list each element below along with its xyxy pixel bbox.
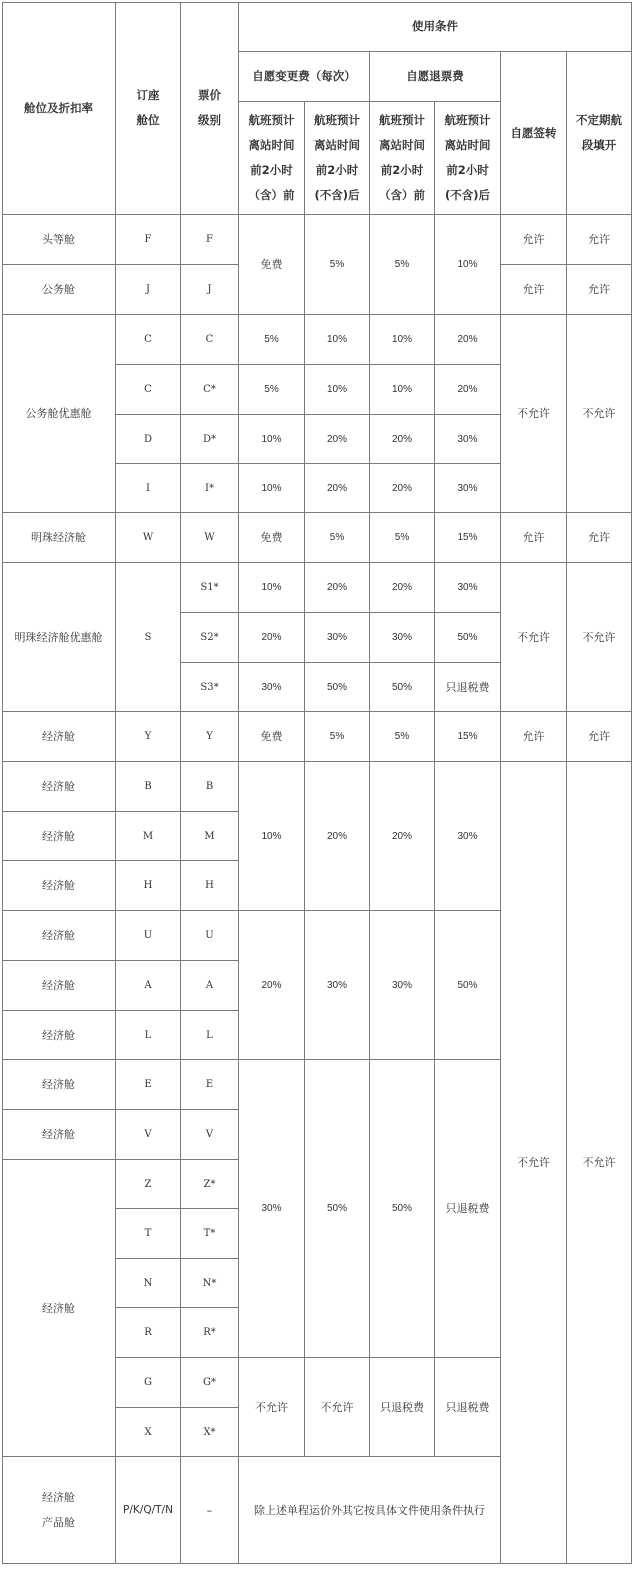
s3-change-within-2h: 50% bbox=[305, 663, 370, 712]
gx-refund-within-2h: 只退税费 bbox=[435, 1358, 501, 1457]
booking-class-t: T bbox=[116, 1209, 181, 1259]
i-refund-before-2h: 20% bbox=[370, 464, 435, 513]
s2-refund-before-2h: 30% bbox=[370, 613, 435, 663]
f-endorse: 允许 bbox=[501, 215, 567, 265]
fare-level-c-star: C* bbox=[181, 365, 239, 415]
fj-change-within-2h: 5% bbox=[305, 215, 370, 315]
i-change-before-2h: 10% bbox=[239, 464, 305, 513]
pearl-discount-endorse: 不允许 bbox=[501, 563, 567, 712]
header-fare-level: 票价 级别 bbox=[181, 2, 239, 215]
fare-level-dash: – bbox=[181, 1457, 239, 1564]
header-refund-before-2h: 航班预计 离站时间 前2小时 （含）前 bbox=[370, 102, 435, 215]
s1-refund-within-2h: 30% bbox=[435, 563, 501, 613]
gx-change-within-2h: 不允许 bbox=[305, 1358, 370, 1457]
fare-rules-table bbox=[2, 2, 632, 1564]
fare-level-g: G* bbox=[181, 1358, 239, 1408]
fare-level-w: W bbox=[181, 513, 239, 563]
fare-level-x: X* bbox=[181, 1408, 239, 1457]
booking-class-v: V bbox=[116, 1110, 181, 1160]
fare-level-c: C bbox=[181, 315, 239, 365]
y-refund-within-2h: 15% bbox=[435, 712, 501, 762]
bmh-refund-before-2h: 20% bbox=[370, 762, 435, 911]
c-star-refund-within-2h: 20% bbox=[435, 365, 501, 415]
booking-class-a: A bbox=[116, 961, 181, 1011]
fare-level-m: M bbox=[181, 812, 239, 861]
y-change-before-2h: 免费 bbox=[239, 712, 305, 762]
booking-class-i: I bbox=[116, 464, 181, 513]
fare-level-d-star: D* bbox=[181, 415, 239, 464]
ual-refund-within-2h: 50% bbox=[435, 911, 501, 1060]
i-refund-within-2h: 30% bbox=[435, 464, 501, 513]
header-booking-class: 订座 舱位 bbox=[116, 2, 181, 215]
d-change-before-2h: 10% bbox=[239, 415, 305, 464]
booking-class-x: X bbox=[116, 1408, 181, 1457]
w-refund-within-2h: 15% bbox=[435, 513, 501, 563]
booking-class-m: M bbox=[116, 812, 181, 861]
fare-level-v: V bbox=[181, 1110, 239, 1160]
business-discount-endorse: 不允许 bbox=[501, 315, 567, 513]
i-change-within-2h: 20% bbox=[305, 464, 370, 513]
ual-refund-before-2h: 30% bbox=[370, 911, 435, 1060]
booking-class-g: G bbox=[116, 1358, 181, 1408]
cabin-first: 头等舱 bbox=[2, 215, 116, 265]
c-refund-within-2h: 20% bbox=[435, 315, 501, 365]
ual-change-within-2h: 30% bbox=[305, 911, 370, 1060]
bmh-change-before-2h: 10% bbox=[239, 762, 305, 911]
y-endorse: 允许 bbox=[501, 712, 567, 762]
cabin-economy-l: 经济舱 bbox=[2, 1011, 116, 1060]
evztnr-change-before-2h: 30% bbox=[239, 1060, 305, 1358]
header-refund-fee: 自愿退票费 bbox=[370, 52, 501, 102]
cabin-economy-u: 经济舱 bbox=[2, 911, 116, 961]
cabin-economy-v: 经济舱 bbox=[2, 1110, 116, 1160]
gx-change-before-2h: 不允许 bbox=[239, 1358, 305, 1457]
cabin-economy-h: 经济舱 bbox=[2, 861, 116, 911]
fare-level-s2: S2* bbox=[181, 613, 239, 663]
evztnr-refund-within-2h: 只退税费 bbox=[435, 1060, 501, 1358]
y-open-segment: 允许 bbox=[567, 712, 632, 762]
economy-endorse: 不允许 bbox=[501, 762, 567, 1564]
j-open-segment: 允许 bbox=[567, 265, 632, 315]
fj-refund-before-2h: 5% bbox=[370, 215, 435, 315]
fare-level-t: T* bbox=[181, 1209, 239, 1259]
j-endorse: 允许 bbox=[501, 265, 567, 315]
fare-level-n: N* bbox=[181, 1259, 239, 1308]
booking-class-c: C bbox=[116, 315, 181, 365]
header-conditions: 使用条件 bbox=[239, 2, 632, 52]
header-endorse: 自愿签转 bbox=[501, 52, 567, 215]
w-change-before-2h: 免费 bbox=[239, 513, 305, 563]
c-star-refund-before-2h: 10% bbox=[370, 365, 435, 415]
booking-class-w: W bbox=[116, 513, 181, 563]
c-change-within-2h: 10% bbox=[305, 315, 370, 365]
s1-change-before-2h: 10% bbox=[239, 563, 305, 613]
header-refund-within-2h: 航班预计 离站时间 前2小时 (不含)后 bbox=[435, 102, 501, 215]
c-refund-before-2h: 10% bbox=[370, 315, 435, 365]
booking-class-y: Y bbox=[116, 712, 181, 762]
s3-change-before-2h: 30% bbox=[239, 663, 305, 712]
booking-class-f: F bbox=[116, 215, 181, 265]
d-change-within-2h: 20% bbox=[305, 415, 370, 464]
booking-class-j: J bbox=[116, 265, 181, 315]
booking-class-d: D bbox=[116, 415, 181, 464]
d-refund-before-2h: 20% bbox=[370, 415, 435, 464]
c-change-before-2h: 5% bbox=[239, 315, 305, 365]
cabin-economy-y: 经济舱 bbox=[2, 712, 116, 762]
c-star-change-before-2h: 5% bbox=[239, 365, 305, 415]
cabin-pearl-economy-discount: 明珠经济舱优惠舱 bbox=[2, 563, 116, 712]
cabin-economy-e: 经济舱 bbox=[2, 1060, 116, 1110]
booking-class-z: Z bbox=[116, 1160, 181, 1209]
header-change-within-2h: 航班预计 离站时间 前2小时 (不含)后 bbox=[305, 102, 370, 215]
c-star-change-within-2h: 10% bbox=[305, 365, 370, 415]
fare-level-e: E bbox=[181, 1060, 239, 1110]
w-open-segment: 允许 bbox=[567, 513, 632, 563]
cabin-business: 公务舱 bbox=[2, 265, 116, 315]
fare-level-h: H bbox=[181, 861, 239, 911]
y-change-within-2h: 5% bbox=[305, 712, 370, 762]
booking-class-c2: C bbox=[116, 365, 181, 415]
economy-open-segment: 不允许 bbox=[567, 762, 632, 1564]
d-refund-within-2h: 30% bbox=[435, 415, 501, 464]
fare-level-b: B bbox=[181, 762, 239, 812]
cabin-pearl-economy: 明珠经济舱 bbox=[2, 513, 116, 563]
s1-change-within-2h: 20% bbox=[305, 563, 370, 613]
fare-level-f: F bbox=[181, 215, 239, 265]
w-endorse: 允许 bbox=[501, 513, 567, 563]
booking-class-pkqtn: P/K/Q/T/N bbox=[116, 1457, 181, 1564]
fj-refund-within-2h: 10% bbox=[435, 215, 501, 315]
cabin-business-discount: 公务舱优惠舱 bbox=[2, 315, 116, 513]
booking-class-s: S bbox=[116, 563, 181, 712]
s2-change-within-2h: 30% bbox=[305, 613, 370, 663]
fare-level-u: U bbox=[181, 911, 239, 961]
f-open-segment: 允许 bbox=[567, 215, 632, 265]
fare-level-s3: S3* bbox=[181, 663, 239, 712]
cabin-economy-product: 经济舱 产品舱 bbox=[2, 1457, 116, 1564]
header-open-segment: 不定期航 段填开 bbox=[567, 52, 632, 215]
business-discount-open-segment: 不允许 bbox=[567, 315, 632, 513]
product-cabin-note: 除上述单程运价外其它按具体文件使用条件执行 bbox=[239, 1457, 501, 1564]
fare-level-r: R* bbox=[181, 1308, 239, 1358]
y-refund-before-2h: 5% bbox=[370, 712, 435, 762]
ual-change-before-2h: 20% bbox=[239, 911, 305, 1060]
s3-refund-before-2h: 50% bbox=[370, 663, 435, 712]
fare-level-j: J bbox=[181, 265, 239, 315]
booking-class-n: N bbox=[116, 1259, 181, 1308]
fare-level-z: Z* bbox=[181, 1160, 239, 1209]
fare-level-i-star: I* bbox=[181, 464, 239, 513]
header-cabin: 舱位及折扣率 bbox=[2, 2, 116, 215]
pearl-discount-open-segment: 不允许 bbox=[567, 563, 632, 712]
booking-class-r: R bbox=[116, 1308, 181, 1358]
s2-refund-within-2h: 50% bbox=[435, 613, 501, 663]
booking-class-l: L bbox=[116, 1011, 181, 1060]
cabin-economy-a: 经济舱 bbox=[2, 961, 116, 1011]
gx-refund-before-2h: 只退税费 bbox=[370, 1358, 435, 1457]
booking-class-u: U bbox=[116, 911, 181, 961]
cabin-economy-ztnrgx: 经济舱 bbox=[2, 1160, 116, 1457]
w-change-within-2h: 5% bbox=[305, 513, 370, 563]
s3-refund-within-2h: 只退税费 bbox=[435, 663, 501, 712]
fj-change-before-2h: 免费 bbox=[239, 215, 305, 315]
cabin-economy-b: 经济舱 bbox=[2, 762, 116, 812]
s2-change-before-2h: 20% bbox=[239, 613, 305, 663]
s1-refund-before-2h: 20% bbox=[370, 563, 435, 613]
booking-class-b: B bbox=[116, 762, 181, 812]
bmh-change-within-2h: 20% bbox=[305, 762, 370, 911]
fare-level-s1: S1* bbox=[181, 563, 239, 613]
cabin-economy-m: 经济舱 bbox=[2, 812, 116, 861]
fare-level-l: L bbox=[181, 1011, 239, 1060]
booking-class-e: E bbox=[116, 1060, 181, 1110]
bmh-refund-within-2h: 30% bbox=[435, 762, 501, 911]
header-change-fee: 自愿变更费（每次） bbox=[239, 52, 370, 102]
evztnr-refund-before-2h: 50% bbox=[370, 1060, 435, 1358]
booking-class-h: H bbox=[116, 861, 181, 911]
fare-level-y: Y bbox=[181, 712, 239, 762]
w-refund-before-2h: 5% bbox=[370, 513, 435, 563]
fare-level-a: A bbox=[181, 961, 239, 1011]
evztnr-change-within-2h: 50% bbox=[305, 1060, 370, 1358]
header-change-before-2h: 航班预计 离站时间 前2小时 （含）前 bbox=[239, 102, 305, 215]
